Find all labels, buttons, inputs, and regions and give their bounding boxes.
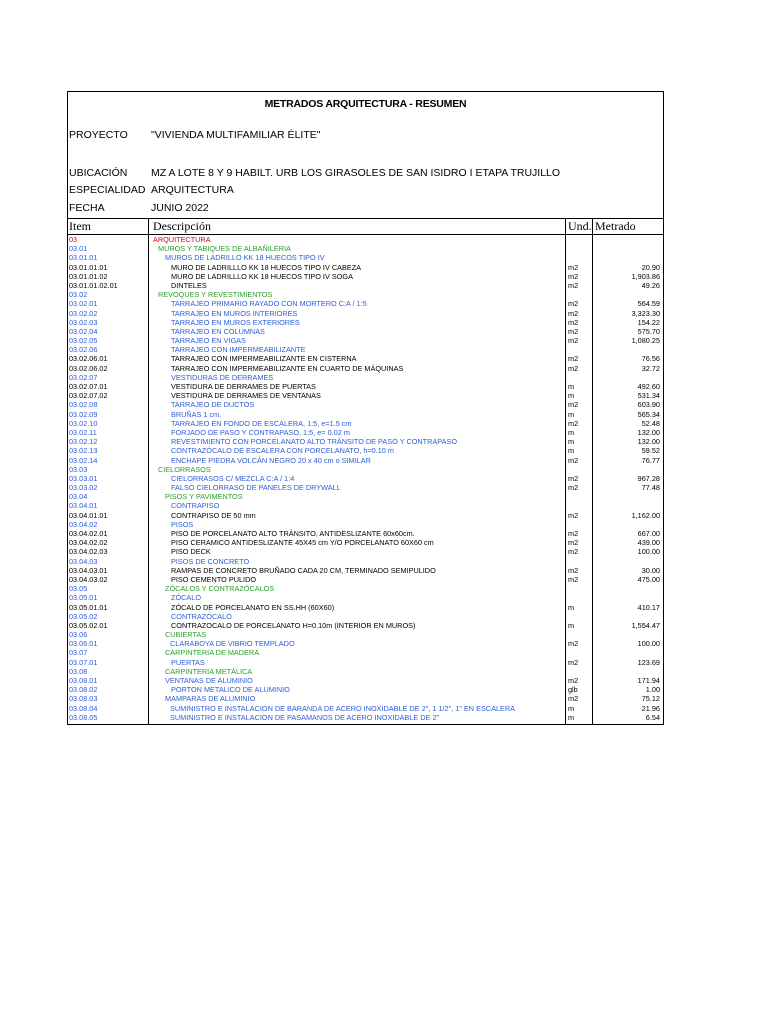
cell-unit: m <box>568 409 575 419</box>
cell-unit: m2 <box>568 657 579 667</box>
table-row <box>68 630 663 639</box>
cell-item: 03.01.01.01 <box>69 262 108 272</box>
cell-description: MURO DE LADRILLLO KK 18 HUECOS TIPO IV CABEZA <box>171 262 362 272</box>
table-row <box>68 235 663 244</box>
cell-unit: m <box>568 703 575 713</box>
meta-value: MZ A LOTE 8 Y 9 HABILT. URB LOS GIRASOLES DE SAN ISIDRO I ETAPA TRUJILLO <box>151 167 561 179</box>
cell-description: TARRAJEO PRIMARIO RAYADO CON MORTERO C:A / 1:5 <box>171 299 367 309</box>
table-row <box>68 639 663 648</box>
table-row <box>68 263 663 272</box>
cell-item: 03.01.01.02 <box>69 271 108 281</box>
table-row <box>68 547 663 556</box>
table-row <box>68 694 663 703</box>
cell-metrado: 49.26 <box>641 280 660 290</box>
cell-item: 03.05.02.01 <box>69 620 108 630</box>
cell-metrado: 564.59 <box>637 299 660 309</box>
cell-metrado: 967.28 <box>637 473 660 483</box>
table-row <box>68 419 663 428</box>
table-row <box>68 345 663 354</box>
cell-description: CLARABOYA DE VIBRIO TEMPLADO <box>170 639 295 649</box>
table-row <box>68 483 663 492</box>
cell-description: ZÓCALOS Y CONTRAZÓCALOS <box>165 584 275 594</box>
cell-unit: m <box>568 602 575 612</box>
cell-metrado: 132.00 <box>637 437 660 447</box>
header-description: Descripción <box>153 219 211 233</box>
cell-item: 03.08 <box>69 666 88 676</box>
meta-value: JUNIO 2022 <box>151 202 209 214</box>
cell-item: 03.08.03 <box>69 694 98 704</box>
metrados-sheet <box>67 91 664 725</box>
cell-description: PORTON METALICO DE ALUMINIO <box>171 685 290 695</box>
cell-metrado: 531.34 <box>637 391 660 401</box>
cell-item: 03.02.10 <box>69 418 98 428</box>
cell-item: 03.05.02 <box>69 611 98 621</box>
cell-item: 03.04.02.03 <box>69 547 108 557</box>
cell-item: 03.02.06.01 <box>69 354 108 364</box>
table-row <box>68 704 663 713</box>
meta-label: ESPECIALIDAD <box>69 184 146 196</box>
cell-description: CONTRAZÓCALO <box>171 611 232 621</box>
cell-item: 03.08.05 <box>69 712 98 722</box>
cell-description: CUBIERTAS <box>165 630 207 640</box>
cell-unit: m2 <box>568 639 579 649</box>
table-row <box>68 299 663 308</box>
table-row <box>68 428 663 437</box>
cell-item: 03.03 <box>69 464 88 474</box>
table-row <box>68 667 663 676</box>
cell-item: 03.02.11 <box>69 427 97 437</box>
cell-metrado: 123.69 <box>637 657 660 667</box>
cell-item: 03.02.13 <box>69 446 98 456</box>
cell-metrado: 100.00 <box>637 639 660 649</box>
table-row <box>68 584 663 593</box>
cell-item: 03.02.06.02 <box>69 363 108 373</box>
table-row <box>68 520 663 529</box>
cell-description: MUROS Y TABIQUES DE ALBAÑILERIA <box>158 244 291 254</box>
table-row <box>68 713 663 722</box>
cell-description: PISO CERAMICO ANTIDESLIZANTE 45X45 cm Y/O PORCELANATO 60X60 cm <box>171 538 434 548</box>
cell-item: 03.02.14 <box>69 455 98 465</box>
table-row <box>68 557 663 566</box>
cell-description: PISOS Y PAVIMENTOS <box>165 492 243 502</box>
cell-item: 03.08.04 <box>69 703 98 713</box>
cell-item: 03.04.02.02 <box>69 538 108 548</box>
cell-description: TARRAJEO EN MUROS EXTERIORES <box>171 317 300 327</box>
header-unit: Und. <box>568 219 592 233</box>
cell-description: TARRAJEO CON IMPERMEABILIZANTE EN CUARTO DE MÁQUINAS <box>171 363 404 373</box>
cell-item: 03.05.01.01 <box>69 602 108 612</box>
cell-unit: m2 <box>568 336 579 346</box>
table-row <box>68 658 663 667</box>
cell-item: 03.04.01 <box>69 501 98 511</box>
table-row <box>68 437 663 446</box>
table-row <box>68 446 663 455</box>
cell-metrado: 32.72 <box>641 363 660 373</box>
cell-item: 03.01.01 <box>69 253 98 263</box>
cell-metrado: 492.60 <box>637 382 660 391</box>
cell-description: ENCHAPE PIEDRA VOLCÁN NEGRO 20 x 40 cm o SIMILAR <box>171 455 371 465</box>
cell-item: 03.02.07.02 <box>69 391 108 401</box>
cell-description: ARQUITECTURA <box>153 235 211 244</box>
cell-unit: m2 <box>568 473 579 483</box>
cell-description: TARRAJEO EN FONDO DE ESCALERA, 1:5, e=1.5 cm <box>171 418 352 428</box>
table-row <box>68 529 663 538</box>
cell-item: 03.07.01 <box>69 657 98 667</box>
cell-description: ZÓCALO DE PORCELANATO EN SS.HH (60X60) <box>171 602 335 612</box>
cell-unit: m2 <box>568 455 579 465</box>
cell-item: 03.03.02 <box>69 483 98 493</box>
cell-item: 03.04.03 <box>69 556 98 566</box>
cell-unit: m2 <box>568 299 579 309</box>
cell-metrado: 667.00 <box>637 529 660 538</box>
cell-unit: m2 <box>568 354 579 364</box>
cell-unit: m <box>568 382 575 391</box>
cell-description: ZÓCALO <box>171 593 202 603</box>
cell-item: 03.04.03.01 <box>69 565 108 575</box>
meta-value: "VIVIENDA MULTIFAMILIAR ÉLITE" <box>151 129 321 141</box>
cell-unit: m2 <box>568 326 579 336</box>
cell-description: CARPINTERIA METÁLICA <box>165 666 253 676</box>
table-row <box>68 648 663 657</box>
cell-item: 03.01 <box>69 244 88 254</box>
cell-item: 03.04.02.01 <box>69 529 108 538</box>
table-row <box>68 538 663 547</box>
cell-description: PISOS <box>171 519 194 529</box>
cell-item: 03.06 <box>69 630 88 640</box>
cell-unit: m2 <box>568 271 579 281</box>
meta-value: ARQUITECTURA <box>151 184 234 196</box>
cell-metrado: 75.12 <box>641 694 660 704</box>
cell-metrado: 77.48 <box>641 483 660 493</box>
cell-description: FORJADO DE PASO Y CONTRAPASO, 1:5, e= 0.02 m <box>171 427 350 437</box>
cell-metrado: 603.90 <box>637 400 660 410</box>
cell-description: TARRAJEO EN VIGAS <box>171 336 246 346</box>
cell-item: 03.02.07.01 <box>69 382 108 391</box>
cell-item: 03.04 <box>69 492 88 502</box>
table-row <box>68 612 663 621</box>
cell-item: 03.02 <box>69 290 88 300</box>
table-row <box>68 621 663 630</box>
cell-description: TARRAJEO CON IMPERMEABILIZANTE <box>171 345 306 355</box>
cell-unit: m2 <box>568 317 579 327</box>
table-row <box>68 327 663 336</box>
cell-description: CONTRAPISO <box>171 501 220 511</box>
cell-unit: m2 <box>568 483 579 493</box>
cell-unit: glb <box>568 685 578 695</box>
cell-description: MURO DE LADRILLLO KK 18 HUECOS TIPO IV SOGA <box>171 271 353 281</box>
cell-description: PISOS DE CONCRETO <box>171 556 250 566</box>
cell-description: SUMINISTRO E INSTALACION DE PASAMANOS DE ACERO INOXIDABLE DE 2" <box>170 712 440 722</box>
table-row <box>68 456 663 465</box>
cell-item: 03.03.01 <box>69 473 98 483</box>
cell-description: TARRAJEO DE DUCTOS <box>171 400 255 410</box>
cell-item: 03.02.12 <box>69 437 98 447</box>
cell-item: 03.02.03 <box>69 317 98 327</box>
cell-item: 03.02.09 <box>69 409 98 419</box>
table-header <box>68 218 663 235</box>
cell-unit: m2 <box>568 565 579 575</box>
cell-unit: m2 <box>568 510 579 520</box>
cell-description: PISO DECK <box>171 547 211 557</box>
cell-item: 03.05.01 <box>69 593 98 603</box>
cell-description: DINTELES <box>171 280 207 290</box>
table-row <box>68 318 663 327</box>
cell-description: PISO DE PORCELANATO ALTO TRÁNSITO, ANTIDESLIZANTE 60x60cm. <box>171 529 415 538</box>
cell-metrado: 30.00 <box>641 565 660 575</box>
cell-description: REVESTIMIENTO CON PORCELANATO ALTO TRÁNSITO DE PASO Y CONTRAPASO <box>171 437 457 447</box>
cell-metrado: 1.00 <box>645 685 660 695</box>
cell-unit: m <box>568 620 575 630</box>
cell-metrado: 1,903.86 <box>631 271 660 281</box>
cell-metrado: 20.90 <box>641 262 660 272</box>
cell-unit: m2 <box>568 676 579 685</box>
table-row <box>68 272 663 281</box>
cell-item: 03.08.02 <box>69 685 98 695</box>
cell-description: VESTIDURAS DE DERRAMES <box>171 372 274 382</box>
cell-unit: m <box>568 391 575 401</box>
cell-unit: m2 <box>568 280 579 290</box>
cell-description: CARPINTERIA DE MADERA <box>165 648 260 658</box>
table-row <box>68 364 663 373</box>
cell-description: CIELORRASOS <box>158 464 211 474</box>
cell-description: PISO CEMENTO PULIDO <box>171 574 257 584</box>
cell-item: 03.02.05 <box>69 336 98 346</box>
cell-metrado: 59.52 <box>641 446 660 456</box>
cell-description: CONTRAPISO DE 50 mm <box>171 510 256 520</box>
cell-item: 03.01.01.02.01 <box>69 280 118 290</box>
cell-unit: m <box>568 437 575 447</box>
table-row <box>68 685 663 694</box>
cell-metrado: 3,323.30 <box>631 308 660 318</box>
table-row <box>68 566 663 575</box>
cell-metrado: 475.00 <box>637 574 660 584</box>
cell-unit: m <box>568 446 575 456</box>
cell-unit: m2 <box>568 363 579 373</box>
cell-item: 03.02.08 <box>69 400 98 410</box>
table-row <box>68 603 663 612</box>
cell-description: CIELORRASOS C/ MEZCLA C:A / 1:4 <box>171 473 295 483</box>
table-row <box>68 465 663 474</box>
cell-unit: m2 <box>568 538 579 548</box>
cell-metrado: 6.54 <box>645 712 660 722</box>
header-metrado: Metrado <box>595 219 636 233</box>
cell-metrado: 1,162.00 <box>631 510 660 520</box>
cell-metrado: 21.96 <box>641 703 660 713</box>
cell-unit: m2 <box>568 574 579 584</box>
table-row <box>68 354 663 363</box>
sheet-title: METRADOS ARQUITECTURA - RESUMEN <box>264 98 467 110</box>
cell-unit: m2 <box>568 529 579 538</box>
cell-unit: m <box>568 427 575 437</box>
cell-unit: m2 <box>568 547 579 557</box>
cell-unit: m <box>568 712 575 722</box>
table-row <box>68 501 663 510</box>
cell-metrado: 100.00 <box>637 547 660 557</box>
cell-item: 03.07 <box>69 648 88 658</box>
cell-item: 03.04.01.01 <box>69 510 108 520</box>
cell-metrado: 76.56 <box>641 354 660 364</box>
cell-item: 03.04.02 <box>69 519 98 529</box>
cell-item: 03.06.01 <box>69 639 98 649</box>
cell-item: 03.02.07 <box>69 372 98 382</box>
cell-unit: m2 <box>568 400 579 410</box>
meta-label: FECHA <box>69 202 105 214</box>
cell-metrado: 575.70 <box>637 326 660 336</box>
cell-metrado: 410.17 <box>637 602 660 612</box>
cell-metrado: 1,080.25 <box>631 336 660 346</box>
cell-description: TARRAJEO EN COLUMNAS <box>171 326 265 336</box>
cell-item: 03.04.03.02 <box>69 574 108 584</box>
cell-description: MUROS DE LADRILLO KK 18 HUECOS TIPO IV <box>165 253 325 263</box>
cell-metrado: 171.94 <box>637 676 660 685</box>
table-row <box>68 391 663 400</box>
table-row <box>68 253 663 262</box>
cell-item: 03 <box>69 235 78 244</box>
cell-unit: m2 <box>568 694 579 704</box>
cell-description: RAMPAS DE CONCRETO BRUÑADO CADA 20 CM, TERMINADO SEMIPULIDO <box>171 565 436 575</box>
cell-item: 03.02.01 <box>69 299 98 309</box>
cell-metrado: 1,554.47 <box>631 620 660 630</box>
cell-description: PUERTAS <box>171 657 205 667</box>
table-row <box>68 336 663 345</box>
cell-description: CONTRAZOCALO DE PORCELANATO H=0.10m (INTERIOR EN MUROS) <box>171 620 416 630</box>
cell-metrado: 154.22 <box>637 317 660 327</box>
cell-description: BRUÑAS 1 cm. <box>171 409 222 419</box>
cell-metrado: 76.77 <box>641 455 660 465</box>
table-body <box>68 235 663 722</box>
table-row <box>68 400 663 409</box>
cell-item: 03.02.06 <box>69 345 98 355</box>
cell-unit: m2 <box>568 308 579 318</box>
cell-description: REVOQUES Y REVESTIMIENTOS <box>158 290 273 300</box>
cell-metrado: 565.34 <box>637 409 660 419</box>
cell-description: SUMINISTRO E INSTALACION DE BARANDA DE ACERO INOXIDABLE DE 2", 1 1/2", 1" EN ESCALERA <box>170 703 516 713</box>
cell-item: 03.08.01 <box>69 676 98 685</box>
cell-item: 03.02.04 <box>69 326 98 336</box>
table-row <box>68 382 663 391</box>
table-row <box>68 290 663 299</box>
meta-label: PROYECTO <box>69 129 128 141</box>
table-row <box>68 575 663 584</box>
table-row <box>68 511 663 520</box>
cell-description: TARRAJEO EN MUROS INTERIORES <box>171 308 298 318</box>
cell-item: 03.02.02 <box>69 308 98 318</box>
cell-description: CONTRAZÓCALO DE ESCALERA CON PORCELANATO, h=0.10 m <box>171 446 394 456</box>
cell-unit: m2 <box>568 262 579 272</box>
table-row <box>68 373 663 382</box>
cell-description: VESTIDURA DE DERRAMES DE PUERTAS <box>171 382 316 391</box>
table-row <box>68 676 663 685</box>
cell-metrado: 439.00 <box>637 538 660 548</box>
cell-item: 03.05 <box>69 584 88 594</box>
meta-label: UBICACIÓN <box>69 167 128 179</box>
cell-description: VENTANAS DE ALUMINIO <box>165 676 253 685</box>
cell-description: FALSO CIELORRASO DE PANELES DE DRYWALL <box>171 483 341 493</box>
table-row <box>68 410 663 419</box>
cell-metrado: 132.00 <box>637 427 660 437</box>
table-row <box>68 474 663 483</box>
cell-description: TARRAJEO CON IMPERMEABILIZANTE EN CISTERNA <box>171 354 357 364</box>
table-row <box>68 492 663 501</box>
table-row <box>68 593 663 602</box>
cell-description: MAMPARAS DE ALUMINIO <box>165 694 256 704</box>
cell-unit: m2 <box>568 418 579 428</box>
header-item: Item <box>69 219 91 233</box>
cell-metrado: 52.48 <box>641 418 660 428</box>
cell-description: VESTIDURA DE DERRAMES DE VENTANAS <box>171 391 321 401</box>
table-row <box>68 244 663 253</box>
table-row <box>68 309 663 318</box>
table-row <box>68 281 663 290</box>
